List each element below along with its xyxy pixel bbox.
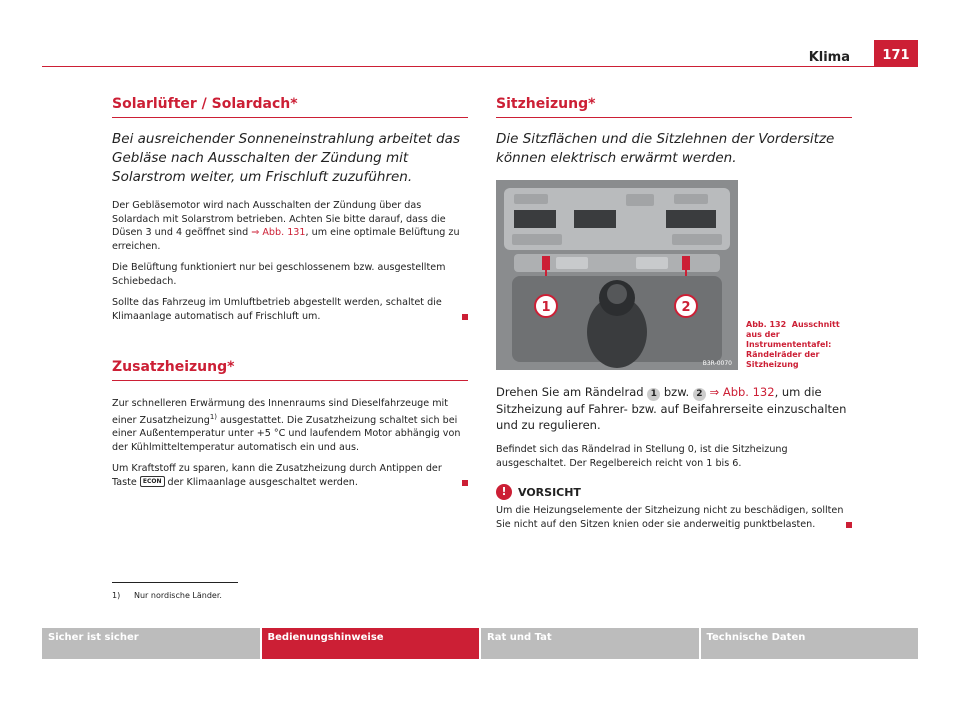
caution-heading: ! VORSICHT (496, 484, 852, 500)
econ-key-icon: ECON (140, 476, 165, 487)
paragraph: Der Gebläsemotor wird nach Ausschalten der Zündung über das Solardach mit Solarstrom betrieben. Achten Sie bitte darauf, dass die Düsen 3 und 4 geöffnet sind ⇒ Abb. 131, um eine optimale Belüftung zu erreichen. (112, 200, 460, 252)
paragraph: Befindet sich das Rändelrad in Stellung 0, ist die Sitzheizung ausgeschaltet. Der Regelbereich reicht von 1 bis 6. (496, 444, 788, 469)
section-end-marker (846, 522, 852, 528)
right-column (496, 96, 852, 539)
marker-1-badge: 1 (647, 388, 660, 401)
figure-caption: Abb. 132 Ausschnitt aus der Instrumententafel: Rändelräder der Sitzheizung (746, 320, 840, 369)
footer-tab-technik[interactable]: Technische Daten (701, 628, 919, 659)
section-title-sitzheizung: Sitzheizung* (496, 96, 852, 118)
section-lead-solar: Bei ausreichender Sonneneinstrahlung arbeitet das Gebläse nach Ausschalten der Zündung mit Solarstrom weiter, um Frischluft zuzuführen. (112, 131, 460, 185)
paragraph: Sollte das Fahrzeug im Umluftbetrieb abgestellt werden, schaltet die Klimaanlage automatisch auf Frischluft um. (112, 296, 468, 323)
dashboard-photo (496, 180, 738, 370)
figure-link[interactable]: ⇒ Abb. 131 (251, 227, 306, 238)
page-number: 171 (874, 40, 918, 67)
section-title-zusatz: Zusatzheizung* (112, 359, 468, 381)
photo-marker-2: 2 (681, 300, 691, 315)
warning-icon: ! (496, 484, 512, 500)
footnote-ref: 1) (209, 412, 217, 421)
footer-tab-bedienung[interactable]: Bedienungshinweise (262, 628, 480, 659)
footer-tab-rat[interactable]: Rat und Tat (481, 628, 699, 659)
figure-132 (496, 180, 852, 370)
figure-link[interactable]: ⇒ Abb. 132 (705, 385, 775, 399)
paragraph: Drehen Sie am Rändelrad 1 bzw. 2 ⇒ Abb. 132, um die Sitzheizung auf Fahrer- bzw. auf Beifahrerseite einzuschalten und zu regulieren. (496, 385, 847, 432)
footnote-rule (112, 582, 238, 583)
footer-tab-sicher[interactable]: Sicher ist sicher (42, 628, 260, 659)
section-lead-sitzheizung: Die Sitzflächen und die Sitzlehnen der Vordersitze können elektrisch erwärmt werden. (496, 131, 835, 166)
section-title-solar: Solarlüfter / Solardach* (112, 96, 468, 118)
photo-marker-1: 1 (541, 300, 551, 315)
section-end-marker (462, 314, 468, 320)
footnote: 1) Nur nordische Länder. (112, 591, 222, 600)
paragraph: Um Kraftstoff zu sparen, kann die Zusatzheizung durch Antippen der Taste ECON der Klimaanlage ausgeschaltet werden. (112, 462, 468, 489)
section-end-marker (462, 480, 468, 486)
caution-text: Um die Heizungselemente der Sitzheizung nicht zu beschädigen, sollten Sie nicht auf den Sitzen knien oder sie anderweitig punktbelasten. (496, 504, 852, 531)
paragraph: Die Belüftung funktioniert nur bei geschlossenem bzw. ausgestelltem Schiebedach. (112, 262, 446, 287)
photo-code: B3R-0070 (702, 360, 732, 367)
header-rule (42, 66, 918, 67)
paragraph: Zur schnelleren Erwärmung des Innenraums sind Dieselfahrzeuge mit einer Zusatzheizung$^{1)}$ ausgestattet. Die Zusatzheizung schaltet sich bei einer Außentemperatur unter +5 °C und laufendem Motor abhängig von der Kühlmitteltemperatur automatisch ein und aus. (112, 398, 461, 453)
left-column (112, 96, 468, 497)
running-title: Klima (808, 50, 850, 65)
marker-2-badge: 2 (693, 388, 706, 401)
footer-nav (42, 628, 918, 659)
